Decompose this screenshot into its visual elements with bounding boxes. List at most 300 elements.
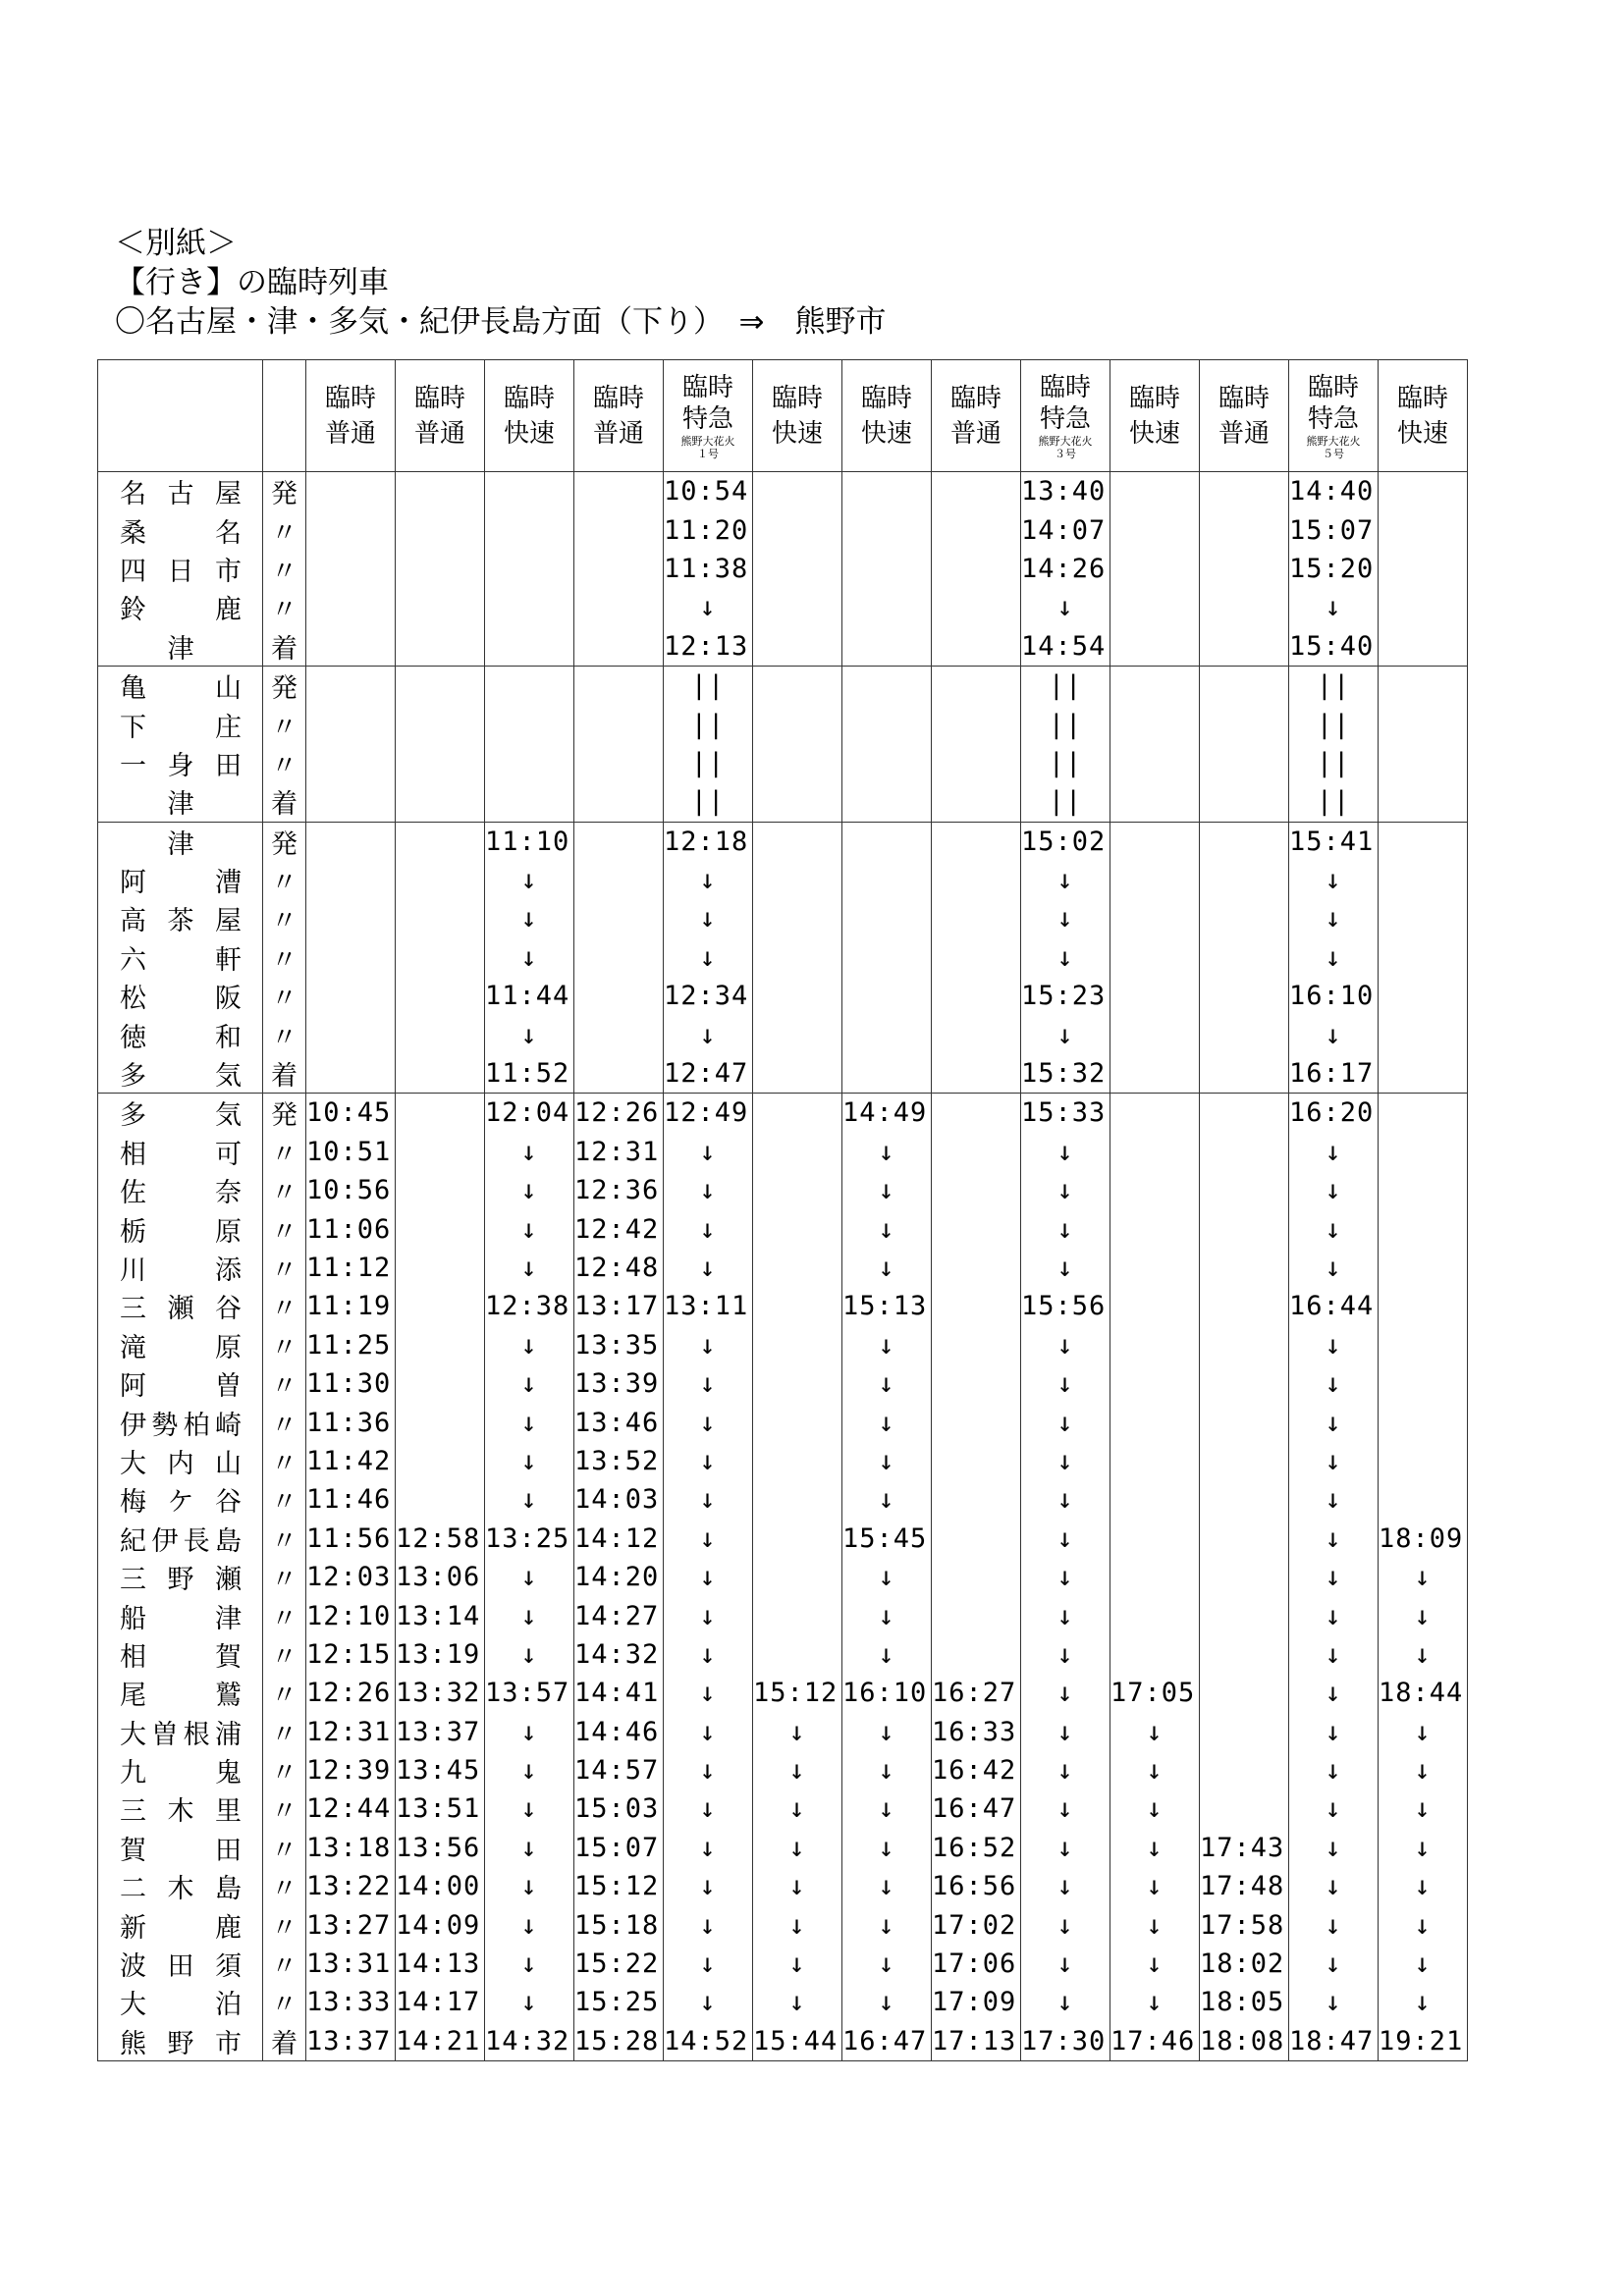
time-cell <box>1110 550 1200 588</box>
arrive-depart-mark: 〃 <box>263 510 306 549</box>
arrive-depart-mark: 〃 <box>263 1171 306 1209</box>
pass-arrow: ↓ <box>1289 1635 1379 1674</box>
time-cell <box>1110 1520 1200 1558</box>
time-cell <box>1200 1558 1289 1596</box>
station-name-cell <box>98 1713 263 1751</box>
time-cell <box>753 861 842 899</box>
time-cell: 13:37 <box>306 2022 396 2061</box>
pass-arrow: ↓ <box>842 1326 932 1364</box>
station-row <box>98 666 1468 705</box>
time-cell <box>753 510 842 549</box>
time-cell <box>842 744 932 782</box>
time-cell <box>396 1171 485 1209</box>
time-cell <box>1200 472 1289 511</box>
pass-arrow: ↓ <box>485 899 574 937</box>
pass-arrow: ↓ <box>1021 1480 1110 1519</box>
time-cell <box>1110 1133 1200 1171</box>
station-name-cell <box>98 1635 263 1674</box>
station-name: 波田須 <box>120 1951 242 1983</box>
time-cell: 14:12 <box>574 1520 664 1558</box>
pass-arrow: ↓ <box>1021 1171 1110 1209</box>
time-cell <box>574 1015 664 1053</box>
time-cell <box>1110 627 1200 667</box>
time-cell: 13:39 <box>574 1364 664 1403</box>
time-cell <box>1200 1713 1289 1751</box>
pass-arrow: ↓ <box>1379 1945 1468 1983</box>
time-cell <box>485 782 574 822</box>
pass-arrow: ↓ <box>485 1635 574 1674</box>
time-cell: 10:54 <box>664 472 753 511</box>
arrive-depart-mark: 〃 <box>263 1789 306 1828</box>
station-name-cell <box>98 1480 263 1519</box>
time-cell <box>1200 627 1289 667</box>
station-name-cell <box>98 1249 263 1287</box>
time-cell <box>1200 705 1289 743</box>
time-cell <box>1379 1249 1468 1287</box>
station-name-cell <box>98 977 263 1015</box>
pass-arrow: ↓ <box>1110 1945 1200 1983</box>
time-cell <box>485 666 574 705</box>
station-name-cell <box>98 666 263 705</box>
station-row <box>98 1364 1468 1403</box>
pass-arrow: ↓ <box>485 1171 574 1209</box>
pass-arrow: ↓ <box>842 1480 932 1519</box>
pass-arrow: ↓ <box>753 1751 842 1789</box>
station-name-cell <box>98 1945 263 1983</box>
time-cell <box>753 1171 842 1209</box>
pass-arrow: ↓ <box>1021 1751 1110 1789</box>
time-cell: 15:45 <box>842 1520 932 1558</box>
train-type-line2: 特急 <box>1307 403 1359 434</box>
train-type-line2: 普通 <box>592 418 644 449</box>
time-cell <box>1110 705 1200 743</box>
time-cell <box>396 977 485 1015</box>
time-cell <box>1200 550 1289 588</box>
time-cell: 14:40 <box>1289 472 1379 511</box>
train-type-line1: 臨時 <box>324 383 376 413</box>
station-name: 賀田 <box>120 1835 242 1866</box>
train-number: ５号 <box>1323 447 1344 460</box>
time-cell: 13:27 <box>306 1905 396 1944</box>
train-type-line1: 臨時 <box>1128 383 1180 413</box>
time-cell <box>1200 588 1289 626</box>
station-name-cell <box>98 705 263 743</box>
pass-arrow: ↓ <box>842 1403 932 1441</box>
pass-arrow: ↓ <box>485 938 574 977</box>
time-cell: 13:35 <box>574 1326 664 1364</box>
time-cell: 15:28 <box>574 2022 664 2061</box>
time-cell: 16:10 <box>842 1674 932 1712</box>
time-cell <box>1200 1674 1289 1712</box>
time-cell <box>1379 899 1468 937</box>
time-cell <box>306 938 396 977</box>
time-cell <box>1200 1751 1289 1789</box>
station-name: 九鬼 <box>120 1758 242 1789</box>
pass-arrow: ↓ <box>842 1171 932 1209</box>
time-cell: 12:18 <box>664 822 753 861</box>
pass-arrow: ↓ <box>664 1326 753 1364</box>
pass-arrow: ↓ <box>1289 1674 1379 1712</box>
time-cell <box>842 782 932 822</box>
station-row <box>98 1171 1468 1209</box>
time-cell <box>574 822 664 861</box>
pass-arrow: ↓ <box>1021 1364 1110 1403</box>
station-name: 大曽根浦 <box>120 1719 242 1750</box>
time-cell: 15:41 <box>1289 822 1379 861</box>
time-cell: 16:52 <box>932 1829 1021 1867</box>
attachment-label: ＜別紙＞ <box>115 226 237 261</box>
pass-arrow: ↓ <box>485 1480 574 1519</box>
time-cell <box>932 510 1021 549</box>
train-type-line1: 臨時 <box>860 383 912 413</box>
train-name: 熊野大花火 <box>680 434 735 448</box>
train-type-line1: 臨時 <box>681 372 733 402</box>
time-cell: 17:06 <box>932 1945 1021 1983</box>
pass-arrow: ↓ <box>485 1442 574 1480</box>
time-cell <box>396 1480 485 1519</box>
time-cell: 12:38 <box>485 1287 574 1325</box>
pass-arrow: ↓ <box>1021 1326 1110 1364</box>
time-cell <box>1200 1480 1289 1519</box>
train-type-line1: 臨時 <box>1307 372 1359 402</box>
station-row <box>98 1520 1468 1558</box>
time-cell <box>932 1480 1021 1519</box>
station-row <box>98 1867 1468 1905</box>
time-cell: 12:34 <box>664 977 753 1015</box>
time-cell <box>396 822 485 861</box>
time-cell: 12:31 <box>574 1133 664 1171</box>
time-cell: 13:37 <box>396 1713 485 1751</box>
time-cell: 16:33 <box>932 1713 1021 1751</box>
time-cell: 17:30 <box>1021 2022 1110 2061</box>
station-name-cell <box>98 627 263 667</box>
time-cell <box>1379 705 1468 743</box>
time-cell: 15:18 <box>574 1905 664 1944</box>
pass-arrow: ↓ <box>1110 1983 1200 2021</box>
pass-arrow: ↓ <box>485 1789 574 1828</box>
pass-arrow: ↓ <box>485 1829 574 1867</box>
time-cell: 18:05 <box>1200 1983 1289 2021</box>
pass-arrow: ↓ <box>1289 1520 1379 1558</box>
time-cell <box>842 938 932 977</box>
time-cell <box>1379 550 1468 588</box>
time-cell <box>306 744 396 782</box>
station-name: 栃原 <box>120 1216 242 1248</box>
station-row <box>98 1094 1468 1133</box>
time-cell <box>1200 1326 1289 1364</box>
arrive-depart-mark: 着 <box>263 1054 306 1094</box>
station-row <box>98 1133 1468 1171</box>
station-name-cell <box>98 744 263 782</box>
time-cell <box>574 977 664 1015</box>
time-cell <box>396 550 485 588</box>
time-cell <box>1379 861 1468 899</box>
time-cell <box>842 1054 932 1094</box>
time-cell: 16:10 <box>1289 977 1379 1015</box>
time-cell: 15:12 <box>574 1867 664 1905</box>
time-cell <box>1379 822 1468 861</box>
time-cell <box>753 550 842 588</box>
station-name-cell <box>98 1867 263 1905</box>
time-cell: 14:32 <box>485 2022 574 2061</box>
time-cell <box>1200 1249 1289 1287</box>
time-cell: 14:13 <box>396 1945 485 1983</box>
station-name-cell <box>98 822 263 861</box>
time-cell <box>574 782 664 822</box>
time-cell <box>1200 744 1289 782</box>
time-cell <box>1200 1403 1289 1441</box>
time-cell: 11:46 <box>306 1480 396 1519</box>
pass-arrow: ↓ <box>1379 1635 1468 1674</box>
time-cell <box>932 550 1021 588</box>
arrive-depart-mark: 〃 <box>263 1867 306 1905</box>
train-type-line1: 臨時 <box>1039 372 1091 402</box>
time-cell <box>753 822 842 861</box>
arrive-depart-mark: 発 <box>263 1094 306 1133</box>
time-cell <box>1110 822 1200 861</box>
station-name: 阿曽 <box>120 1371 242 1403</box>
time-cell <box>1200 822 1289 861</box>
time-cell <box>306 510 396 549</box>
pass-arrow: ↓ <box>664 1558 753 1596</box>
pass-arrow: ↓ <box>485 1015 574 1053</box>
pass-arrow: ↓ <box>1289 1558 1379 1596</box>
station-row <box>98 1287 1468 1325</box>
time-cell <box>396 744 485 782</box>
time-cell <box>753 1596 842 1634</box>
time-cell <box>1379 666 1468 705</box>
time-cell <box>574 588 664 626</box>
time-cell: 11:06 <box>306 1209 396 1248</box>
pass-arrow: ↓ <box>842 1133 932 1171</box>
time-cell <box>306 705 396 743</box>
station-name: 津 <box>167 789 194 821</box>
arrive-depart-mark: 〃 <box>263 588 306 626</box>
pass-arrow: ↓ <box>1021 899 1110 937</box>
station-name-cell <box>98 510 263 549</box>
time-cell <box>842 666 932 705</box>
time-cell <box>753 472 842 511</box>
station-row <box>98 510 1468 549</box>
pass-arrow: ↓ <box>1021 1713 1110 1751</box>
station-name: 川添 <box>120 1255 242 1286</box>
time-cell <box>1200 1364 1289 1403</box>
time-cell: 18:02 <box>1200 1945 1289 1983</box>
station-name: 紀伊長島 <box>120 1525 242 1557</box>
pass-arrow: ↓ <box>1021 1867 1110 1905</box>
time-cell <box>932 1209 1021 1248</box>
pass-arrow: ↓ <box>485 1945 574 1983</box>
pass-arrow: ↓ <box>1289 588 1379 626</box>
station-name: 多気 <box>120 1061 242 1093</box>
train-column-header <box>396 360 485 472</box>
arrive-depart-mark: 〃 <box>263 1905 306 1944</box>
train-name: 熊野大花火 <box>1306 434 1361 448</box>
time-cell <box>574 861 664 899</box>
train-type-line1: 臨時 <box>1218 383 1270 413</box>
time-cell <box>753 1209 842 1248</box>
time-cell <box>1379 510 1468 549</box>
time-cell: 15:02 <box>1021 822 1110 861</box>
time-cell <box>753 938 842 977</box>
time-cell: 14:46 <box>574 1713 664 1751</box>
time-cell <box>753 899 842 937</box>
pass-arrow: ↓ <box>485 1209 574 1248</box>
arrive-depart-mark: 〃 <box>263 899 306 937</box>
time-cell <box>1379 1171 1468 1209</box>
time-cell: 17:05 <box>1110 1674 1200 1712</box>
pass-arrow: ↓ <box>753 1905 842 1944</box>
pass-arrow: ↓ <box>1021 1520 1110 1558</box>
time-cell: 16:47 <box>932 1789 1021 1828</box>
station-name: 津 <box>167 633 194 665</box>
pass-arrow: ↓ <box>664 1905 753 1944</box>
pass-arrow: ↓ <box>1021 1133 1110 1171</box>
pass-arrow: ↓ <box>753 1867 842 1905</box>
station-name: 相可 <box>120 1139 242 1170</box>
station-name: 三木里 <box>120 1796 242 1828</box>
arrive-depart-mark: 発 <box>263 472 306 511</box>
station-name: 桑名 <box>120 517 242 549</box>
time-cell <box>396 588 485 626</box>
pass-arrow: ↓ <box>664 1442 753 1480</box>
pass-arrow: ↓ <box>1289 899 1379 937</box>
arrive-depart-mark: 〃 <box>263 861 306 899</box>
time-cell <box>1200 899 1289 937</box>
time-cell <box>1200 1635 1289 1674</box>
time-cell <box>396 899 485 937</box>
arrive-depart-mark: 〃 <box>263 1364 306 1403</box>
time-cell <box>306 550 396 588</box>
time-cell <box>753 666 842 705</box>
pass-arrow: ↓ <box>1021 1596 1110 1634</box>
time-cell: 11:25 <box>306 1326 396 1364</box>
time-cell: 12:48 <box>574 1249 664 1287</box>
time-cell: 19:21 <box>1379 2022 1468 2061</box>
time-cell <box>1110 1054 1200 1094</box>
time-cell: 15:25 <box>574 1983 664 2021</box>
time-cell: 16:20 <box>1289 1094 1379 1133</box>
time-cell: 12:42 <box>574 1209 664 1248</box>
time-cell <box>932 472 1021 511</box>
time-cell <box>396 472 485 511</box>
time-cell <box>932 1442 1021 1480</box>
time-cell: 13:14 <box>396 1596 485 1634</box>
time-cell <box>396 627 485 667</box>
time-cell <box>1110 1596 1200 1634</box>
station-name: 三瀬谷 <box>120 1294 242 1325</box>
time-cell <box>1379 1326 1468 1364</box>
not-via-mark: || <box>664 744 753 782</box>
station-row <box>98 1945 1468 1983</box>
pass-arrow: ↓ <box>664 1789 753 1828</box>
time-cell <box>485 744 574 782</box>
time-cell <box>574 666 664 705</box>
pass-arrow: ↓ <box>1110 1713 1200 1751</box>
time-cell <box>1110 1326 1200 1364</box>
pass-arrow: ↓ <box>664 588 753 626</box>
station-row <box>98 627 1468 667</box>
time-cell: 17:48 <box>1200 1867 1289 1905</box>
time-cell <box>485 550 574 588</box>
time-cell: 15:03 <box>574 1789 664 1828</box>
pass-arrow: ↓ <box>1379 1983 1468 2021</box>
time-cell: 13:18 <box>306 1829 396 1867</box>
train-type-line2: 普通 <box>413 418 465 449</box>
station-row <box>98 705 1468 743</box>
pass-arrow: ↓ <box>1379 1905 1468 1944</box>
time-cell <box>842 510 932 549</box>
time-cell <box>1379 1094 1468 1133</box>
pass-arrow: ↓ <box>1289 1171 1379 1209</box>
station-row <box>98 782 1468 822</box>
time-cell <box>932 1094 1021 1133</box>
pass-arrow: ↓ <box>842 1751 932 1789</box>
route-title: 〇名古屋・津・多気・紀伊長島方面（下り） ⇒ 熊野市 <box>115 304 887 340</box>
pass-arrow: ↓ <box>842 1249 932 1287</box>
station-row <box>98 1713 1468 1751</box>
pass-arrow: ↓ <box>664 1171 753 1209</box>
arrive-depart-mark: 〃 <box>263 1635 306 1674</box>
time-cell <box>753 1480 842 1519</box>
pass-arrow: ↓ <box>1289 1829 1379 1867</box>
station-name: 徳和 <box>120 1022 242 1053</box>
time-cell: 14:21 <box>396 2022 485 2061</box>
station-name-cell <box>98 1905 263 1944</box>
time-cell: 13:32 <box>396 1674 485 1712</box>
time-cell <box>753 1364 842 1403</box>
pass-arrow: ↓ <box>753 1983 842 2021</box>
time-cell <box>1110 1171 1200 1209</box>
station-row <box>98 1054 1468 1094</box>
time-cell: 14:41 <box>574 1674 664 1712</box>
station-header <box>98 360 263 472</box>
station-name-cell <box>98 1015 263 1053</box>
pass-arrow: ↓ <box>1379 1751 1468 1789</box>
time-cell: 13:33 <box>306 1983 396 2021</box>
time-cell: 16:44 <box>1289 1287 1379 1325</box>
pass-arrow: ↓ <box>1289 1905 1379 1944</box>
pass-arrow: ↓ <box>842 1789 932 1828</box>
arrive-depart-mark: 〃 <box>263 938 306 977</box>
pass-arrow: ↓ <box>1021 1209 1110 1248</box>
station-name: 高茶屋 <box>120 906 242 937</box>
station-row <box>98 2022 1468 2061</box>
station-name: 三野瀬 <box>120 1565 242 1596</box>
pass-arrow: ↓ <box>1289 1015 1379 1053</box>
time-cell <box>932 627 1021 667</box>
time-cell: 11:20 <box>664 510 753 549</box>
time-cell <box>1110 472 1200 511</box>
time-cell <box>306 899 396 937</box>
time-cell <box>932 705 1021 743</box>
station-row <box>98 1326 1468 1364</box>
time-cell <box>396 510 485 549</box>
arrive-depart-mark: 〃 <box>263 1713 306 1751</box>
time-cell: 12:58 <box>396 1520 485 1558</box>
pass-arrow: ↓ <box>485 1364 574 1403</box>
pass-arrow: ↓ <box>664 1520 753 1558</box>
arrive-depart-mark: 〃 <box>263 1480 306 1519</box>
time-cell <box>1200 782 1289 822</box>
train-type-line1: 臨時 <box>592 383 644 413</box>
time-cell: 11:12 <box>306 1249 396 1287</box>
time-cell <box>753 1094 842 1133</box>
pass-arrow: ↓ <box>1379 1829 1468 1867</box>
time-cell: 15:22 <box>574 1945 664 1983</box>
station-name-cell <box>98 1287 263 1325</box>
time-cell <box>932 782 1021 822</box>
